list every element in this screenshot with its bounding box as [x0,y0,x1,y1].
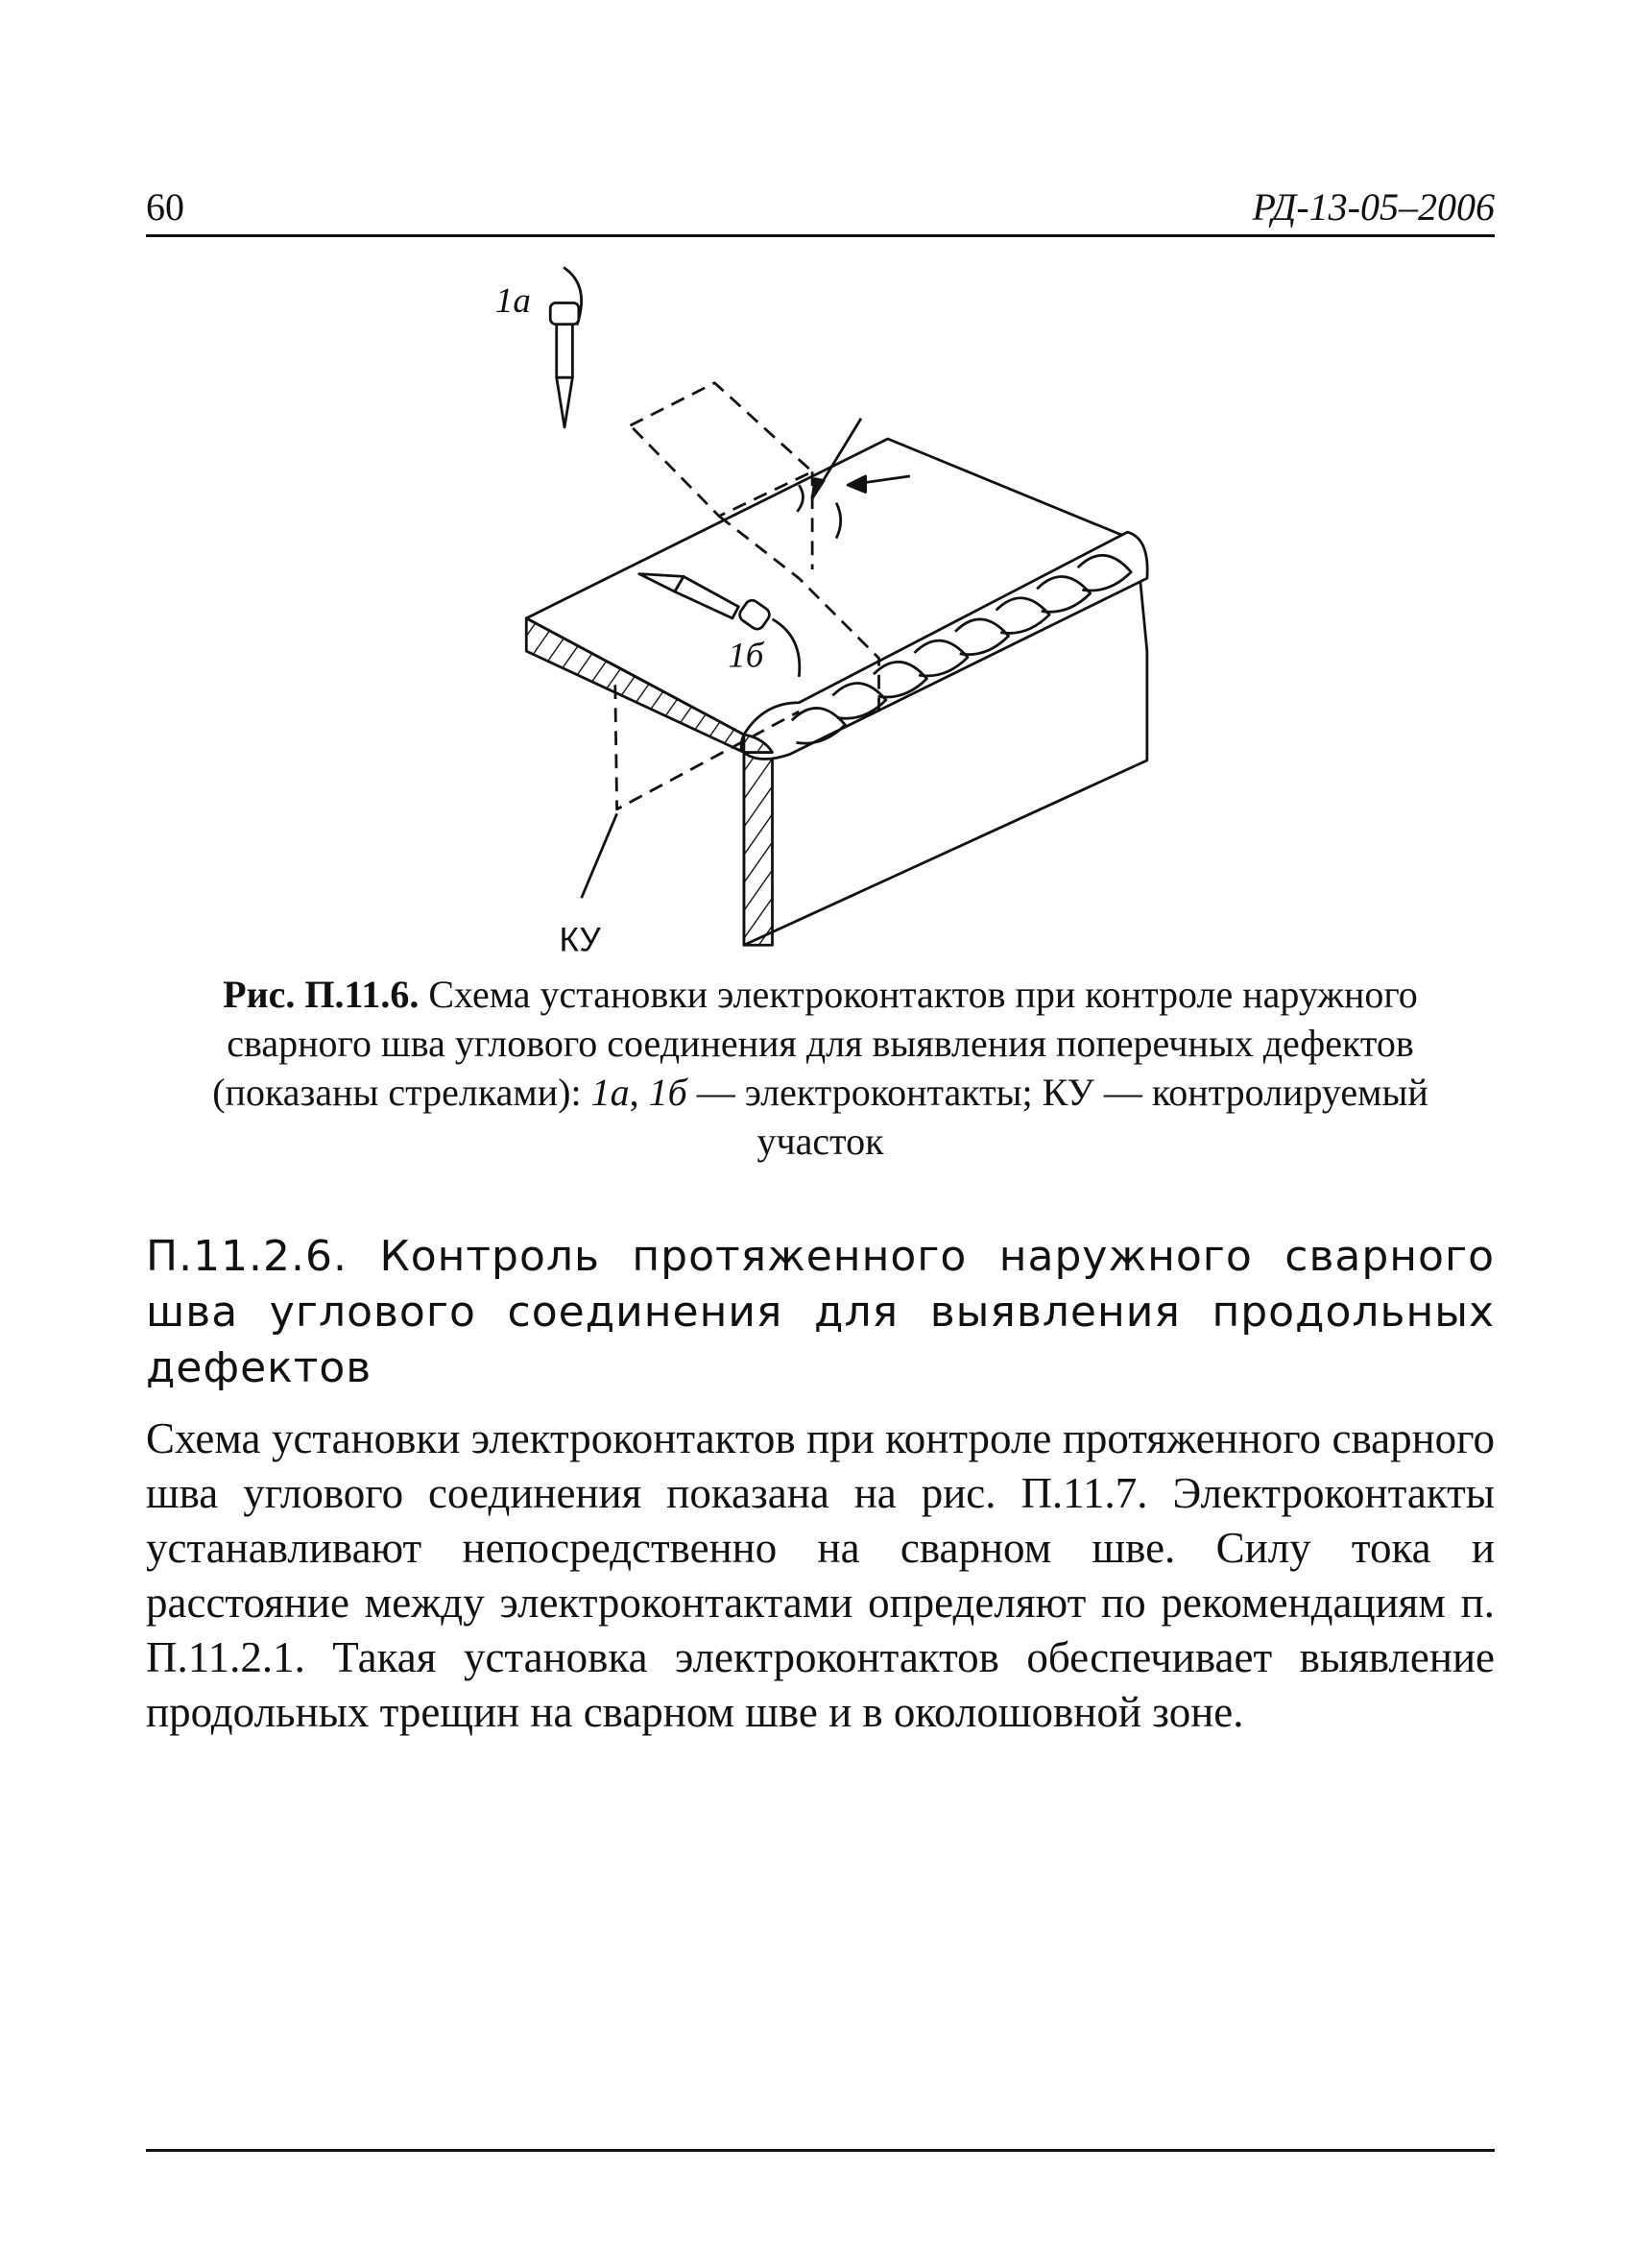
probe-1a [550,268,581,428]
caption-separator: , [629,1071,649,1114]
document-code: РД-13-05–2006 [1252,185,1495,229]
figure-caption [146,970,1495,1166]
caption-text-2: — электроконтакты; КУ — контролируемый участок [686,1071,1428,1163]
label-controlled-zone: КУ [559,921,601,959]
figure-weld-diagram [461,250,1190,960]
caption-probe-b: 1б [648,1071,687,1114]
zone-leader [582,813,617,898]
label-probe-1a: 1а [494,280,531,321]
figure-reference: Рис. П.11.6. [223,973,420,1016]
section-heading: П.11.2.6. Контроль протяженного наружного сварного шва углового соединения для выявления продольных дефектов [146,1232,1495,1392]
footer-rule [146,2149,1495,2152]
caption-text-1: Схема установки электроконтактов при контроле наружного сварного шва углового соединения для выявления поперечных дефектов (показаны стрелками): [212,973,1418,1114]
weld-diagram-svg [461,250,1190,960]
page-number: 60 [146,185,184,229]
page-header [146,184,1495,237]
section-paragraph: Схема установки электроконтактов при контроле протяженного сварного шва углового соединения показана на рис. П.11.7. Электроконтакты устанавливают непосредственно на сварном шве. Силу тока и расстояние между электроконтактами определяют по рекомендациям п. П.11.2.1. Такая установка электроконтактов обеспечивает выявление продольных трещин на сварном шве и в околошовной зоне. [146,1414,1495,1736]
label-probe-1b: 1б [728,636,764,676]
vertical-plate-section [744,753,773,946]
caption-probe-a: 1а [590,1071,630,1114]
